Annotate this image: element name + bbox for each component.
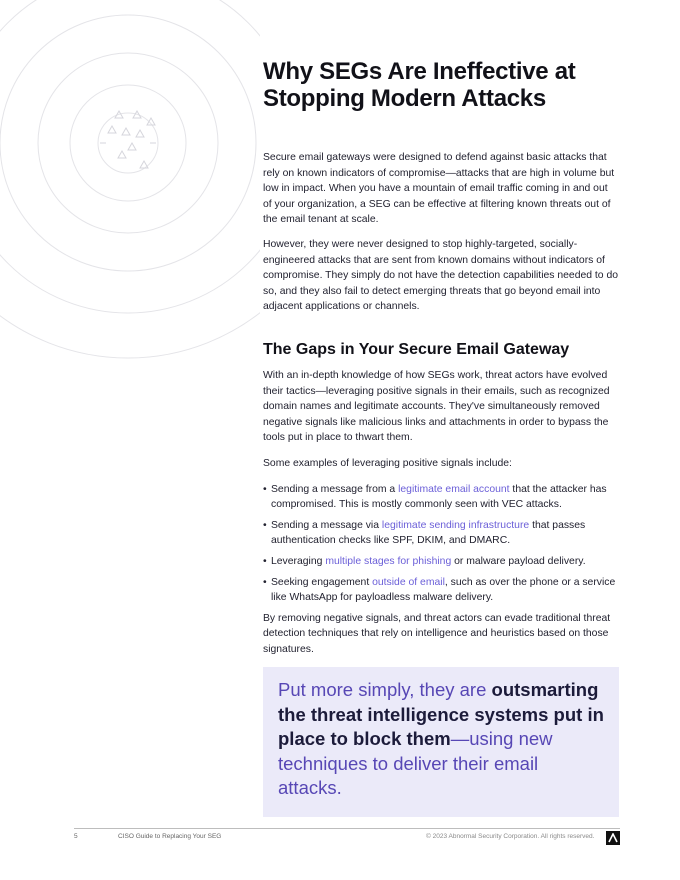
bullet-text: Sending a message via	[271, 519, 382, 531]
list-item	[263, 575, 619, 605]
bullet-highlight: legitimate email account	[398, 483, 510, 495]
callout-part-2: —using new techniques to deliver their email attacks.	[278, 728, 553, 799]
page-title	[263, 58, 619, 112]
list-item	[263, 482, 619, 512]
callout-emphasis: outsmarting the threat intelligence systems put in place to block them	[278, 679, 604, 750]
bullet-highlight: outside of email	[372, 576, 445, 588]
abnormal-logo-icon	[606, 831, 620, 845]
bullet-text: Leveraging	[271, 555, 326, 567]
callout-text	[278, 678, 605, 801]
list-item	[263, 518, 619, 548]
intro-paragraph-1: Secure email gateways were designed to defend against basic attacks that rely on known indicators of compromise—attacks that are high in volume but low in impact. When you have a mountain of email traffic coming in and out of your organization, a SEG can be effective at filtering known threats out of the email tenant at scale.	[263, 152, 615, 226]
callout-part-1: Put more simply, they are	[278, 679, 492, 701]
bullet-text: , such as over the phone or a service like WhatsApp for payloadless malware delivery.	[271, 576, 616, 603]
footer-doc-title: CISO Guide to Replacing Your SEG	[118, 833, 222, 840]
page-number: 5	[74, 833, 78, 840]
callout-box	[263, 667, 619, 817]
bullet-text: Sending a message from a	[271, 483, 399, 495]
intro-paragraph-2: However, they were never designed to stop highly-targeted, socially-engineered attacks that are sent from known domains without indicators of compromise. They simply do not have the detection capabilities needed to do so, and they also fail to detect emerging threats that go beyond email into adjacent applications or channels.	[263, 238, 619, 313]
bullet-highlight: multiple stages for phishing	[325, 555, 452, 567]
section-paragraph-3: By removing negative signals, and threat actors can evade traditional threat detection techniques that rely on intelligence and heuristics based on those signatures.	[263, 612, 611, 655]
bullet-text: that the attacker has compromised. This is mostly commonly seen with VEC attacks.	[271, 483, 607, 510]
concentric-rings-icon	[0, 0, 260, 400]
list-item	[263, 554, 619, 569]
examples-list	[263, 482, 619, 605]
footer-divider	[74, 828, 620, 829]
bullet-text: or malware payload delivery.	[451, 555, 586, 567]
title-line-1: Why SEGs Are Ineffective at	[263, 58, 576, 85]
bullet-text: Seeking engagement	[271, 576, 373, 588]
title-line-2: Stopping Modern Attacks	[263, 85, 546, 112]
section-paragraph-1: With an in-depth knowledge of how SEGs work, threat actors have evolved their tactics—leveraging positive signals in their emails, such as recognized domain names and legitimate accounts. They've simultaneously removed negative signals like malicious links and attachments in order to bypass the tools put in place to thwart them.	[263, 369, 610, 444]
main-content	[263, 58, 619, 817]
section-heading: The Gaps in Your Secure Email Gateway	[263, 340, 570, 358]
section-paragraph-2: Some examples of leveraging positive signals include:	[263, 457, 512, 469]
footer-copyright: © 2023 Abnormal Security Corporation. All rights reserved.	[426, 833, 595, 840]
bullet-text: that passes authentication checks like SPF, DKIM, and DMARC.	[271, 519, 586, 546]
bullet-highlight: legitimate sending infrastructure	[381, 519, 530, 531]
